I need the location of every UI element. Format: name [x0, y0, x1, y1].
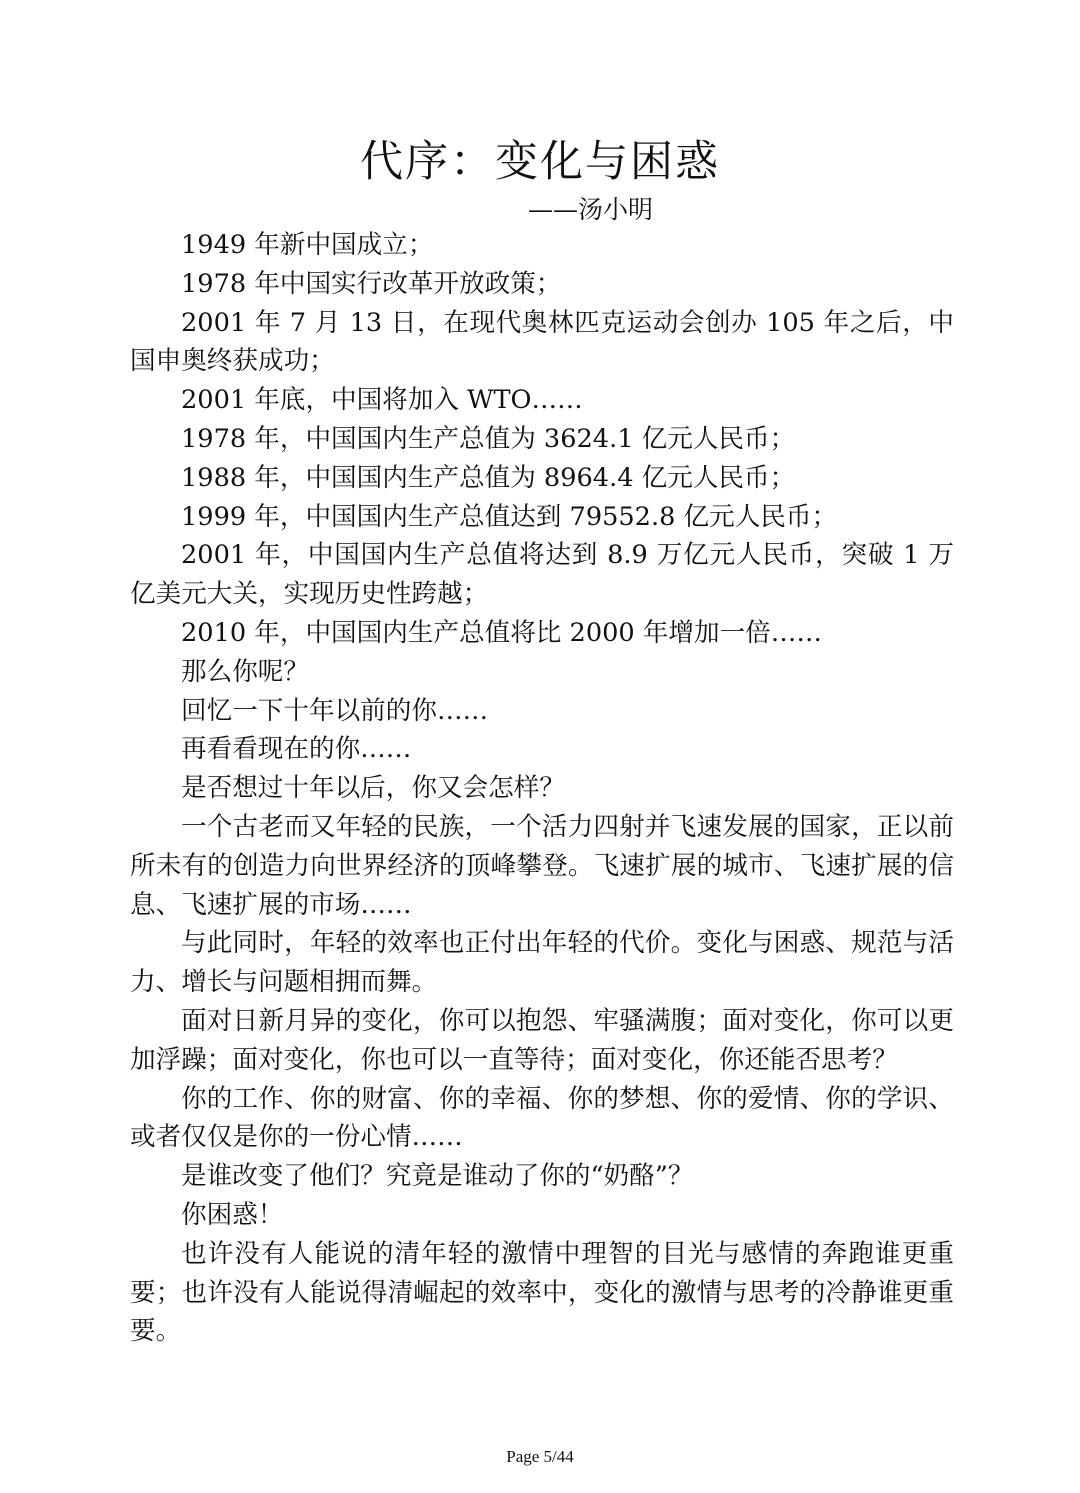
body-text: [130, 226, 954, 1351]
paragraph: 是谁改变了他们？究竟是谁动了你的“奶酪”？: [181, 1161, 694, 1192]
paragraph: 那么你呢？: [181, 656, 309, 687]
paragraph: 是否想过十年以后，你又会怎样？: [181, 773, 565, 804]
paragraph: 2001 年底，中国将加入 WTO……: [181, 385, 583, 416]
paragraph: 也许没有人能说的清年轻的激情中理智的目光与感情的奔跑谁更重要；也许没有人能说得清崛起的效率中，变化的激情与思考的冷静谁更重要。: [130, 1238, 954, 1347]
paragraph: 你困惑！: [181, 1199, 284, 1230]
paragraph: 2010 年，中国国内生产总值将比 2000 年增加一倍……: [181, 617, 822, 648]
paragraph: 1949 年新中国成立；: [181, 230, 434, 260]
paragraph: 1988 年，中国国内生产总值为 8964.4 亿元人民币；: [181, 462, 796, 493]
page-number-footer: Page 5/44: [506, 1447, 574, 1466]
paragraph: 1999 年，中国国内生产总值达到 79552.8 亿元人民币；: [181, 501, 838, 532]
paragraph: 再看看现在的你……: [181, 734, 412, 765]
paragraph: 1978 年中国实行改革开放政策；: [181, 268, 562, 299]
paragraph: 2001 年，中国国内生产总值将达到 8.9 万亿元人民币，突破 1 万亿美元大关，实现历史性跨越；: [130, 540, 954, 610]
paragraph: 1978 年，中国国内生产总值为 3624.1 亿元人民币；: [181, 423, 796, 454]
paragraph: 你的工作、你的财富、你的幸福、你的梦想、你的爱情、你的学识、或者仅仅是你的一份心情……: [130, 1083, 954, 1153]
paragraph: 面对日新月异的变化，你可以抱怨、牢骚满腹；面对变化，你可以更加浮躁；面对变化，你也可以一直等待；面对变化，你还能否思考？: [130, 1005, 954, 1075]
author-line: ——汤小明: [528, 195, 654, 224]
page-title: 代序：变化与困惑: [360, 137, 720, 187]
paragraph: 2001 年 7 月 13 日，在现代奥林匹克运动会创办 105 年之后，中国申奥终获成功；: [130, 307, 954, 377]
paragraph: 回忆一下十年以前的你……: [181, 695, 489, 726]
paragraph: 与此同时，年轻的效率也正付出年轻的代价。变化与困惑、规范与活力、增长与问题相拥而舞。: [130, 928, 954, 998]
paragraph: 一个古老而又年轻的民族，一个活力四射并飞速发展的国家，正以前所未有的创造力向世界经济的顶峰攀登。飞速扩展的城市、飞速扩展的信息、飞速扩展的市场……: [130, 811, 954, 920]
